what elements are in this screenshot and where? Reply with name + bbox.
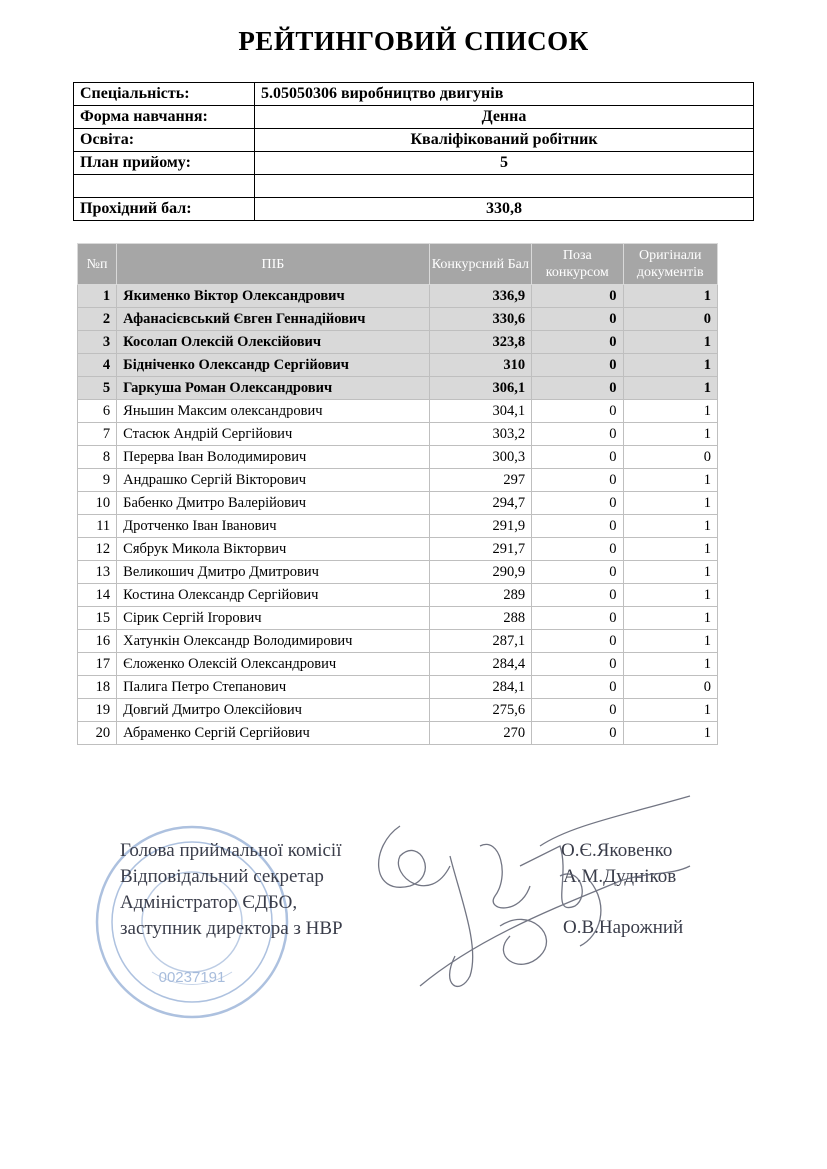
official-stamp (92, 822, 292, 1022)
cell-num: 16 (78, 630, 117, 653)
cell-out-of-competition: 0 (532, 722, 623, 745)
table-row (78, 354, 718, 377)
cell-originals: 1 (623, 584, 717, 607)
cell-num: 6 (78, 400, 117, 423)
cell-out-of-competition: 0 (532, 285, 623, 308)
table-row (78, 630, 718, 653)
info-table (73, 82, 754, 221)
cell-score: 297 (429, 469, 531, 492)
cell-score: 270 (429, 722, 531, 745)
table-row (78, 607, 718, 630)
cell-score: 287,1 (429, 630, 531, 653)
table-row (78, 492, 718, 515)
table-row (78, 722, 718, 745)
cell-out-of-competition: 0 (532, 699, 623, 722)
cell-num: 9 (78, 469, 117, 492)
table-row (78, 515, 718, 538)
cell-originals: 1 (623, 423, 717, 446)
cell-out-of-competition: 0 (532, 423, 623, 446)
table-row (78, 331, 718, 354)
cell-name: Перерва Іван Володимирович (117, 446, 429, 469)
cell-out-of-competition: 0 (532, 446, 623, 469)
cell-name: Довгий Дмитро Олексійович (117, 699, 429, 722)
cell-num: 1 (78, 285, 117, 308)
cell-originals: 1 (623, 653, 717, 676)
cell-name: Абраменко Сергій Сергійович (117, 722, 429, 745)
cell-score: 310 (429, 354, 531, 377)
cell-out-of-competition: 0 (532, 354, 623, 377)
cell-originals: 1 (623, 561, 717, 584)
table-row (78, 676, 718, 699)
header-out-of-competition: Поза конкурсом (532, 244, 623, 285)
header-name: ПІБ (117, 244, 429, 285)
table-row (78, 423, 718, 446)
info-row (74, 152, 754, 175)
cell-out-of-competition: 0 (532, 538, 623, 561)
cell-originals: 1 (623, 400, 717, 423)
cell-out-of-competition: 0 (532, 492, 623, 515)
position-admin: Адміністратор ЄДБО, (120, 892, 298, 913)
cell-score: 284,4 (429, 653, 531, 676)
cell-out-of-competition: 0 (532, 515, 623, 538)
cell-originals: 0 (623, 676, 717, 699)
info-label: Прохідний бал: (74, 198, 255, 221)
cell-name: Великошич Дмитро Дмитрович (117, 561, 429, 584)
cell-name: Сябрук Микола Вікторвич (117, 538, 429, 561)
cell-num: 13 (78, 561, 117, 584)
cell-name: Єложенко Олексій Олександрович (117, 653, 429, 676)
header-originals: Оригінали документів (623, 244, 717, 285)
cell-score: 330,6 (429, 308, 531, 331)
cell-num: 4 (78, 354, 117, 377)
cell-name: Яньшин Максим олександрович (117, 400, 429, 423)
table-row (78, 308, 718, 331)
cell-name: Хатункін Олександр Володимирович (117, 630, 429, 653)
cell-out-of-competition: 0 (532, 331, 623, 354)
table-row (78, 538, 718, 561)
cell-out-of-competition: 0 (532, 308, 623, 331)
cell-originals: 0 (623, 308, 717, 331)
cell-originals: 0 (623, 446, 717, 469)
handwritten-signatures (360, 786, 700, 1016)
cell-score: 289 (429, 584, 531, 607)
cell-score: 323,8 (429, 331, 531, 354)
cell-out-of-competition: 0 (532, 377, 623, 400)
cell-num: 11 (78, 515, 117, 538)
cell-originals: 1 (623, 515, 717, 538)
cell-originals: 1 (623, 285, 717, 308)
cell-originals: 1 (623, 630, 717, 653)
cell-name: Палига Петро Степанович (117, 676, 429, 699)
cell-num: 10 (78, 492, 117, 515)
name-deputy: О.В.Нарожний (563, 917, 684, 938)
cell-num: 14 (78, 584, 117, 607)
cell-score: 304,1 (429, 400, 531, 423)
info-label: Спеціальність: (74, 83, 255, 106)
info-row (74, 175, 754, 198)
cell-num: 19 (78, 699, 117, 722)
ranking-table (77, 243, 718, 745)
cell-name: Андрашко Сергій Вікторович (117, 469, 429, 492)
cell-name: Сірик Сергій Ігорович (117, 607, 429, 630)
header-num: №п (78, 244, 117, 285)
cell-num: 17 (78, 653, 117, 676)
cell-originals: 1 (623, 538, 717, 561)
cell-score: 284,1 (429, 676, 531, 699)
cell-name: Якименко Віктор Олександрович (117, 285, 429, 308)
cell-num: 18 (78, 676, 117, 699)
info-value: 5.05050306 виробництво двигунів (255, 83, 754, 106)
cell-score: 291,9 (429, 515, 531, 538)
ranking-header-row (78, 244, 718, 285)
position-head: Голова приймальної комісії (120, 840, 342, 861)
cell-num: 12 (78, 538, 117, 561)
cell-num: 15 (78, 607, 117, 630)
table-row (78, 584, 718, 607)
cell-name: Дротченко Іван Іванович (117, 515, 429, 538)
cell-out-of-competition: 0 (532, 676, 623, 699)
cell-out-of-competition: 0 (532, 630, 623, 653)
cell-name: Бабенко Дмитро Валерійович (117, 492, 429, 515)
info-row (74, 106, 754, 129)
info-label: Освіта: (74, 129, 255, 152)
cell-score: 275,6 (429, 699, 531, 722)
cell-score: 336,9 (429, 285, 531, 308)
cell-score: 291,7 (429, 538, 531, 561)
cell-out-of-competition: 0 (532, 469, 623, 492)
info-label: План прийому: (74, 152, 255, 175)
cell-score: 306,1 (429, 377, 531, 400)
info-value: 5 (255, 152, 754, 175)
cell-originals: 1 (623, 607, 717, 630)
cell-score: 288 (429, 607, 531, 630)
info-value: 330,8 (255, 198, 754, 221)
position-secretary: Відповідальний секретар (120, 866, 324, 887)
cell-num: 7 (78, 423, 117, 446)
cell-score: 300,3 (429, 446, 531, 469)
cell-score: 303,2 (429, 423, 531, 446)
header-score: Конкурсний Бал (429, 244, 531, 285)
info-value: Кваліфікований робітник (255, 129, 754, 152)
cell-name: Косолап Олексій Олексійович (117, 331, 429, 354)
cell-score: 294,7 (429, 492, 531, 515)
info-value (255, 175, 754, 198)
cell-score: 290,9 (429, 561, 531, 584)
cell-out-of-competition: 0 (532, 584, 623, 607)
info-row (74, 129, 754, 152)
table-row (78, 285, 718, 308)
cell-num: 2 (78, 308, 117, 331)
name-head: О.Є.Яковенко (561, 840, 673, 861)
cell-out-of-competition: 0 (532, 607, 623, 630)
cell-originals: 1 (623, 699, 717, 722)
cell-name: Афанасієвський Євген Геннадійович (117, 308, 429, 331)
info-label (74, 175, 255, 198)
cell-originals: 1 (623, 469, 717, 492)
name-secretary: А.М.Дудніков (563, 866, 677, 887)
info-row (74, 83, 754, 106)
info-value: Денна (255, 106, 754, 129)
position-deputy: заступник директора з НВР (120, 918, 343, 939)
page-title: РЕЙТИНГОВИЙ СПИСОК (238, 26, 589, 56)
table-row (78, 446, 718, 469)
cell-num: 8 (78, 446, 117, 469)
cell-originals: 1 (623, 377, 717, 400)
cell-name: Стасюк Андрій Сергійович (117, 423, 429, 446)
cell-originals: 1 (623, 492, 717, 515)
table-row (78, 653, 718, 676)
info-row (74, 198, 754, 221)
table-row (78, 699, 718, 722)
table-row (78, 400, 718, 423)
cell-originals: 1 (623, 354, 717, 377)
cell-num: 3 (78, 331, 117, 354)
stamp-number: 00237191 (158, 969, 226, 986)
cell-name: Бідніченко Олександр Сергійович (117, 354, 429, 377)
cell-name: Гаркуша Роман Олександрович (117, 377, 429, 400)
table-row (78, 377, 718, 400)
cell-name: Костина Олександр Сергійович (117, 584, 429, 607)
cell-out-of-competition: 0 (532, 653, 623, 676)
cell-originals: 1 (623, 722, 717, 745)
cell-num: 20 (78, 722, 117, 745)
cell-num: 5 (78, 377, 117, 400)
cell-originals: 1 (623, 331, 717, 354)
table-row (78, 469, 718, 492)
cell-out-of-competition: 0 (532, 561, 623, 584)
cell-out-of-competition: 0 (532, 400, 623, 423)
table-row (78, 561, 718, 584)
info-label: Форма навчання: (74, 106, 255, 129)
